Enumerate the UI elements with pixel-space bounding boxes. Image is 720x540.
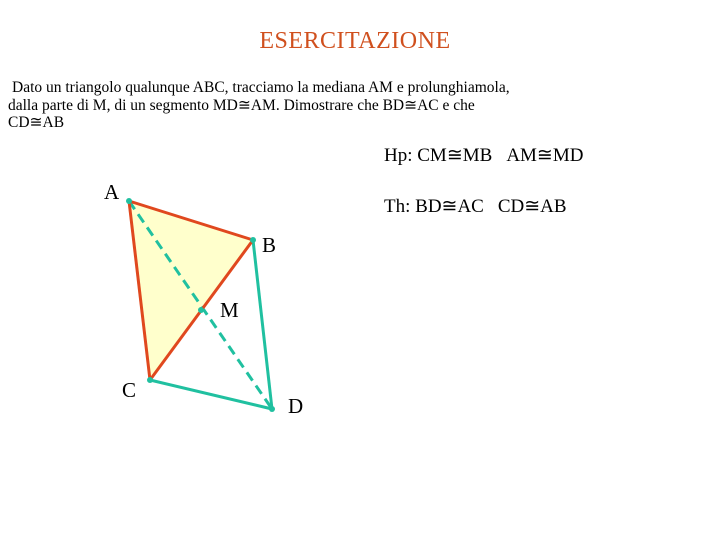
statement-line-2: dalla parte di M, di un segmento MD≅AM. Dimostrare che BD≅AC e che <box>8 96 475 114</box>
thesis-item-1: BD≅AC <box>415 196 484 217</box>
statement-line-3: CD≅AB <box>8 114 65 131</box>
segment-bd <box>253 240 272 409</box>
point-c-label: C <box>122 378 137 402</box>
hypothesis-item-1: CM≅MB <box>417 145 493 166</box>
point-d-label: D <box>288 394 304 418</box>
segment-cd <box>150 380 272 409</box>
hypothesis-prefix: Hp: <box>384 145 413 166</box>
point-m-label: M <box>220 298 239 322</box>
point-c-dot <box>147 377 153 383</box>
hypothesis-item-2: AM≅MD <box>506 145 584 166</box>
point-d-dot <box>269 406 275 412</box>
thesis-prefix: Th: <box>384 196 411 217</box>
point-a-label: A <box>104 180 120 204</box>
point-a-dot <box>126 198 132 204</box>
point-b-label: B <box>262 233 277 257</box>
page-title: ESERCITAZIONE <box>259 28 451 54</box>
point-m-dot <box>198 307 204 313</box>
thesis-item-2: CD≅AB <box>497 196 567 217</box>
point-b-dot <box>250 237 256 243</box>
statement-line-1: Dato un triangolo qualunque ABC, tracciamo la mediana AM e prolunghiamola, <box>12 79 510 96</box>
